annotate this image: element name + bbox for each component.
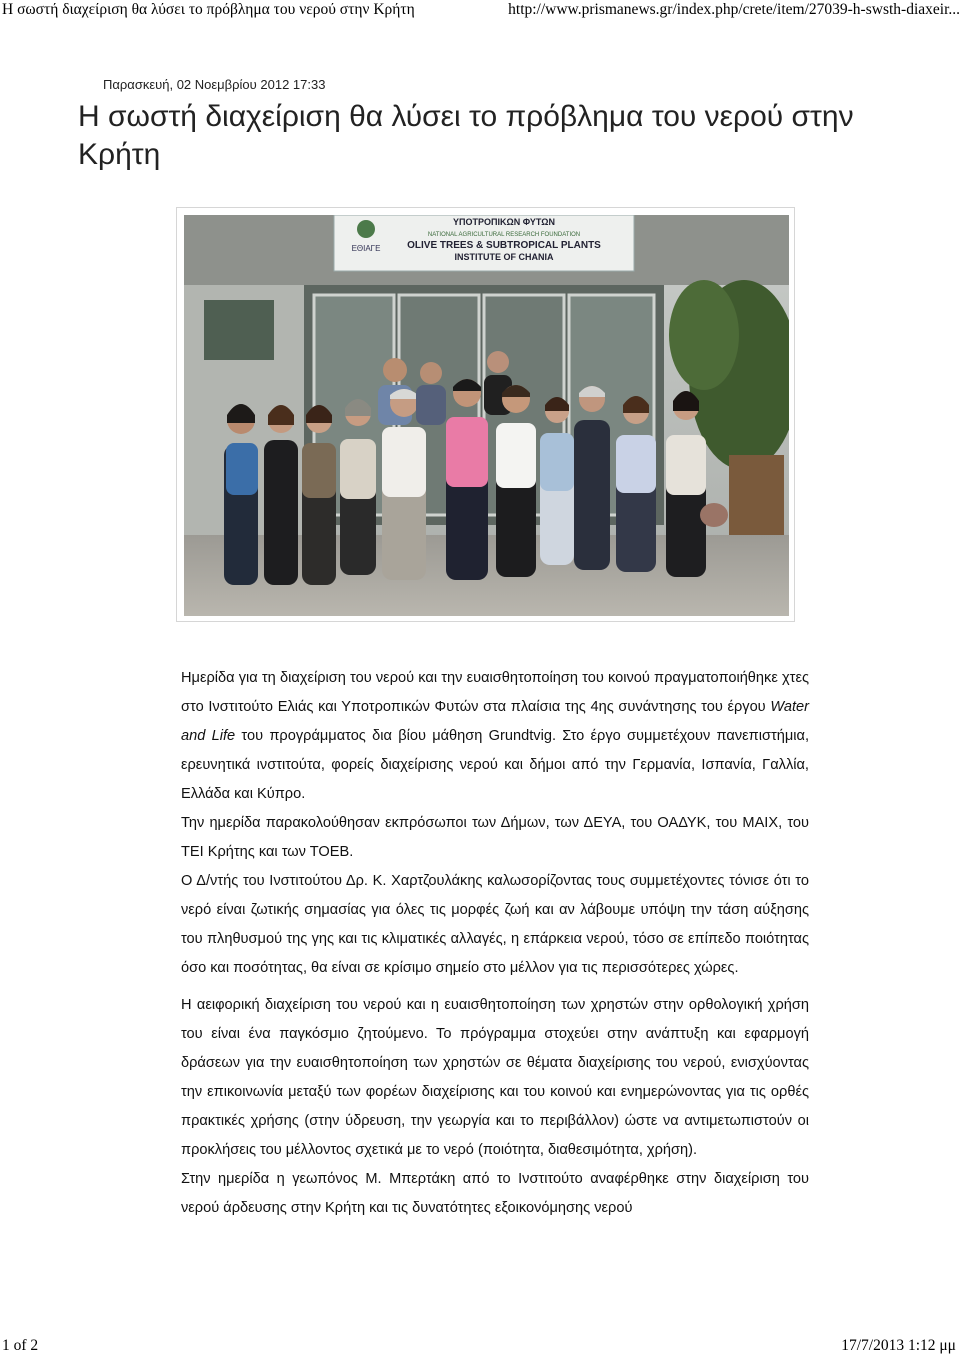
sign-line-2: NATIONAL AGRICULTURAL RESEARCH FOUNDATION (427, 232, 581, 238)
article-paragraph-4: Η αειφορική διαχείριση του νερού και η ευαισθητοποίηση των χρηστών στην ορθολογική χρήση του είναι ένα παγκόσμιο ζητούμενο. Το πρόγραμμα στοχεύει στην ανάπτυξη και εφαρμογή δράσεων για την ευαισθητοποίηση των χρηστών σε θέματα διαχείρισης του νερού, ενισχύοντας την επικοινωνία μεταξύ των φορέων διαχείρισης και του κοινού και ενημερώνοντας για τις ορθές πρακτικές χρήσης (στην ύδρευση, την γεωργία και το περιβάλλον) ώστε να αντιμετωπιστούν οι προκλήσεις του μέλλοντος σχετικά με το νερό (ποιότητα, διαθεσιμότητα, χρήση). (181, 997, 809, 1158)
print-header-title: Η σωστή διαχείριση θα λύσει το πρόβλημα του νερού στην Κρήτη (2, 1, 415, 18)
article-paragraph-1 (181, 664, 809, 809)
print-header (0, 0, 960, 22)
sign-line-1: ΥΠΟΤΡΟΠΙΚΩΝ ΦΥΤΩΝ (453, 217, 555, 227)
sign-logo-text: ΕΘΙΑΓΕ (351, 244, 381, 253)
project-name: Water and Life (181, 699, 809, 744)
paragraph-1-text-b: του προγράμματος δια βίου μάθηση Grundtvig. Στο έργο συμμετέχουν πανεπιστήμια, ερευνητικά ινστιτούτα, φορείς διαχείρισης νερού και δήμοι από την Γερμανία, Ισπανία, Γαλλία, Ελλάδα και Κύπρο. (181, 728, 809, 802)
article-paragraph-2: Την ημερίδα παρακολούθησαν εκπρόσωποι των Δήμων, των ΔΕΥΑ, του ΟΑΔΥΚ, του ΜΑΙΧ, του ΤΕΙ Κρήτης και των ΤΟΕΒ. (181, 815, 809, 860)
print-header-url[interactable]: http://www.prismanews.gr/index.php/crete/item/27039-h-swsth-diaxeir... (508, 1, 960, 18)
sign-line-4: INSTITUTE OF CHANIA (454, 252, 554, 262)
article-paragraph-3: Ο Δ/ντής του Ινστιτούτου Δρ. Κ. Χαρτζουλάκης καλωσορίζοντας τους συμμετέχοντες τόνισε ότι το νερό είναι ζωτικής σημασίας για όλες τις μορφές ζωή και αν λάβουμε υπόψη την τάση αύξησης του πληθυσμού της γης και τις κλιματικές αλλαγές, η επάρκεια νερού, τόσο σε επίπεδο ποιότητας όσο και ποσότητας, θα είναι σε κρίσιμο σημείο στο μέλλον για τις περισσότερες χώρες. (181, 873, 809, 976)
print-datetime: 17/7/2013 1:12 μμ (841, 1337, 956, 1354)
print-footer (0, 1336, 960, 1358)
article-date: Παρασκευή, 02 Νοεμβρίου 2012 17:33 (103, 77, 326, 92)
article-photo (176, 207, 795, 622)
page-counter: 1 of 2 (2, 1337, 39, 1354)
group-photo-image (184, 215, 789, 616)
article-body (181, 664, 809, 1223)
sign-line-3: OLIVE TREES & SUBTROPICAL PLANTS (407, 240, 601, 251)
article-paragraph-5: Στην ημερίδα η γεωπόνος Μ. Μπερτάκη από το Ινστιτούτο αναφέρθηκε στην διαχείριση του νερού άρδευσης στην Κρήτη και τις δυνατότητες εξοικονόμησης νερού (181, 1171, 809, 1216)
article-title: Η σωστή διαχείριση θα λύσει το πρόβλημα του νερού στην Κρήτη (78, 100, 854, 171)
paragraph-1-text-a: Ημερίδα για τη διαχείριση του νερού και την ευαισθητοποίηση του κοινού πραγματοποιήθηκε χτες στο Ινστιτούτο Ελιάς και Υποτροπικών Φυτών στα πλαίσια της 4ης συνάντησης του έργου (181, 670, 809, 715)
